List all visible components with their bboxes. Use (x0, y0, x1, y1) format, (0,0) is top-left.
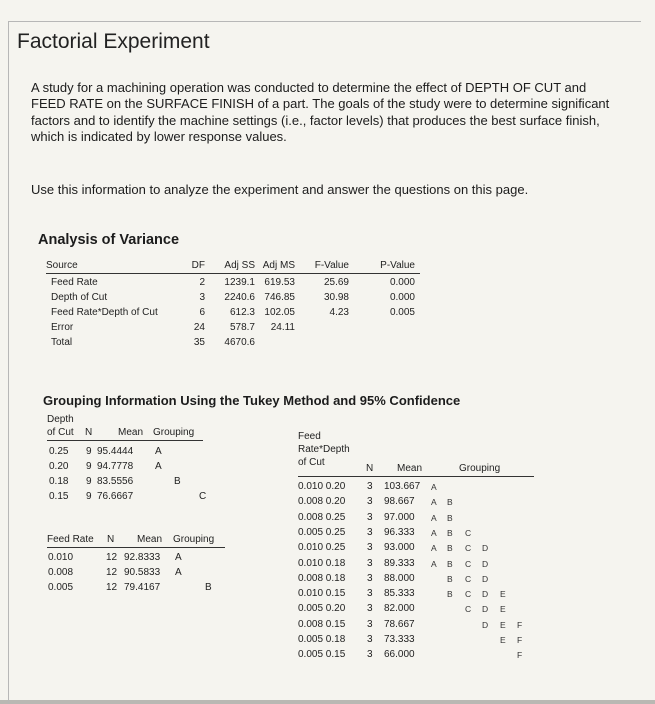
anova-value-cell: 619.53 (264, 277, 295, 288)
depth-group-letter: A (155, 446, 162, 457)
anova-header-rule (46, 273, 420, 274)
depth-mean-cell: 83.5556 (97, 476, 134, 487)
anova-source-cell: Depth of Cut (51, 292, 108, 303)
interaction-group-letter: D (482, 619, 489, 630)
interaction-n-cell: 3 (367, 542, 373, 554)
anova-value-cell: 578.7 (229, 322, 255, 333)
feed-header-mean: Mean (137, 534, 163, 545)
anova-value-cell: 2240.6 (224, 292, 255, 303)
interaction-group-letter: E (500, 604, 506, 615)
feed-group-letter: A (175, 567, 182, 578)
anova-value-cell: 35 (193, 337, 205, 348)
interaction-mean-cell: 89.333 (384, 557, 415, 569)
interaction-group-letter: B (447, 512, 453, 523)
anova-header: F-Value (314, 260, 349, 271)
anova-header: Adj MS (262, 260, 295, 271)
interaction-mean-cell: 66.000 (384, 649, 415, 661)
interaction-group-letter: A (431, 558, 437, 569)
anova-value-cell: 0.000 (389, 292, 415, 303)
feed-mean-cell: 90.5833 (124, 567, 161, 578)
interaction-group-letter: C (465, 604, 472, 615)
feed-header-rule (47, 547, 225, 548)
interaction-header-rule (298, 476, 534, 477)
interaction-group-letter: E (500, 635, 506, 645)
interaction-group-letter: A (431, 482, 437, 492)
interaction-group-letter: A (431, 527, 437, 538)
feed-header-grouping: Grouping (173, 534, 215, 545)
anova-value-cell: 0.005 (389, 307, 415, 318)
interaction-mean-cell: 98.667 (384, 496, 415, 508)
interaction-group-letter: E (500, 589, 506, 600)
interaction-group-letter: F (517, 635, 523, 645)
depth-header-grouping: Grouping (153, 427, 195, 438)
interaction-group-letter: B (447, 558, 453, 569)
feed-level-cell: 0.005 (48, 582, 74, 593)
page-title: Factorial Experiment (17, 30, 210, 53)
anova-value-cell: 3 (199, 292, 205, 303)
feed-header-level: Feed Rate (47, 534, 94, 545)
anova-heading: Analysis of Variance (38, 232, 180, 248)
depth-header-mean: Mean (118, 427, 144, 438)
interaction-header-mean: Mean (397, 463, 423, 474)
interaction-group-letter: D (482, 604, 489, 615)
feed-group-letter: A (175, 552, 182, 563)
interaction-n-cell: 3 (367, 557, 373, 569)
depth-header-top: Depth (47, 414, 74, 425)
interaction-n-cell: 3 (367, 511, 373, 523)
interaction-level-cell: 0.008 0.18 (298, 572, 346, 584)
interaction-header-n: N (366, 463, 374, 474)
interaction-mean-cell: 85.333 (384, 588, 415, 600)
interaction-level-cell: 0.010 0.15 (298, 588, 346, 600)
anova-value-cell: 6 (199, 307, 205, 318)
interaction-level-cell: 0.008 0.15 (298, 618, 346, 630)
interaction-header-grouping: Grouping (459, 463, 501, 474)
anova-value-cell: 25.69 (323, 277, 349, 288)
depth-level-cell: 0.25 (49, 446, 69, 457)
anova-value-cell: 4.23 (329, 307, 349, 318)
depth-level-cell: 0.15 (49, 491, 69, 502)
anova-value-cell: 1239.1 (224, 277, 255, 288)
depth-header-level: of Cut (47, 427, 74, 438)
anova-value-cell: 746.85 (264, 292, 295, 303)
interaction-group-letter: B (447, 497, 453, 508)
feed-level-cell: 0.010 (48, 552, 74, 563)
anova-value-cell: 30.98 (323, 292, 349, 303)
depth-n-cell: 9 (86, 476, 92, 487)
interaction-group-letter: B (447, 527, 453, 538)
anova-value-cell: 102.05 (264, 307, 295, 318)
interaction-group-letter: F (517, 619, 523, 630)
interaction-group-letter: C (465, 589, 472, 600)
anova-header: Adj SS (224, 260, 255, 271)
intro-paragraph: A study for a machining operation was conducted to determine the effect of DEPTH OF CUT and FEED RATE on the SURFACE FINISH of a part. The goals of the study were to determine significant factors and to identify the machine settings (i.e., factor levels) that produces the best surface finish, which is indicated by lower response values. (31, 80, 610, 144)
interaction-group-letter: D (482, 573, 489, 584)
interaction-level-cell: 0.008 0.25 (298, 511, 346, 523)
interaction-n-cell: 3 (367, 481, 373, 492)
interaction-mean-cell: 93.000 (384, 542, 415, 554)
interaction-n-cell: 3 (367, 588, 373, 600)
interaction-level-cell: 0.010 0.25 (298, 542, 346, 554)
depth-group-letter: B (174, 476, 181, 487)
depth-header-rule (47, 440, 203, 441)
interaction-group-letter: C (465, 527, 472, 538)
interaction-group-letter: E (500, 619, 506, 630)
depth-mean-cell: 95.4444 (97, 446, 134, 457)
interaction-level-cell: 0.005 0.20 (298, 603, 346, 615)
interaction-mean-cell: 73.333 (384, 634, 415, 645)
feed-n-cell: 12 (106, 567, 118, 578)
feed-n-cell: 12 (106, 552, 118, 563)
depth-mean-cell: 76.6667 (97, 491, 134, 502)
anova-value-cell: 4670.6 (224, 337, 255, 348)
interaction-level-cell: 0.005 0.25 (298, 526, 346, 538)
depth-level-cell: 0.18 (49, 476, 69, 487)
interaction-n-cell: 3 (367, 526, 373, 538)
interaction-n-cell: 3 (367, 618, 373, 630)
interaction-group-letter: B (447, 573, 453, 584)
anova-value-cell: 0.000 (389, 277, 415, 288)
interaction-mean-cell: 103.667 (384, 481, 421, 492)
feed-level-cell: 0.008 (48, 567, 74, 578)
feed-mean-cell: 79.4167 (124, 582, 161, 593)
depth-n-cell: 9 (86, 446, 92, 457)
interaction-n-cell: 3 (367, 496, 373, 508)
interaction-header-level: of Cut (298, 457, 325, 468)
anova-source-cell: Feed Rate*Depth of Cut (51, 307, 158, 318)
interaction-group-letter: D (482, 558, 489, 569)
interaction-mean-cell: 97.000 (384, 511, 415, 523)
depth-group-letter: C (199, 491, 207, 502)
anova-value-cell: 612.3 (229, 307, 255, 318)
feed-group-letter: B (205, 582, 212, 593)
depth-header-n: N (85, 427, 93, 438)
anova-source-cell: Feed Rate (51, 277, 98, 288)
anova-value-cell: 24.11 (270, 322, 295, 333)
interaction-mean-cell: 88.000 (384, 572, 415, 584)
anova-value-cell: 24 (193, 322, 205, 333)
anova-source-cell: Error (51, 322, 74, 333)
interaction-header-line2: Rate*Depth (298, 444, 350, 455)
depth-mean-cell: 94.7778 (97, 461, 134, 472)
interaction-header-line1: Feed (298, 431, 321, 442)
interaction-group-letter: A (431, 543, 437, 554)
interaction-group-letter: C (465, 558, 472, 569)
anova-value-cell: 2 (199, 277, 205, 288)
interaction-n-cell: 3 (367, 572, 373, 584)
feed-header-n: N (107, 534, 115, 545)
instruction-paragraph: Use this information to analyze the experiment and answer the questions on this page. (31, 182, 529, 197)
interaction-level-cell: 0.010 0.20 (298, 481, 346, 492)
interaction-n-cell: 3 (367, 649, 373, 661)
depth-group-letter: A (155, 461, 162, 472)
interaction-group-letter: A (431, 512, 437, 523)
depth-n-cell: 9 (86, 491, 92, 502)
interaction-group-letter: B (447, 589, 453, 600)
interaction-group-letter: D (482, 543, 489, 554)
interaction-mean-cell: 96.333 (384, 526, 415, 538)
grouping-heading: Grouping Information Using the Tukey Method and 95% Confidence (43, 393, 461, 408)
interaction-group-letter: D (482, 589, 489, 600)
interaction-group-letter: C (465, 543, 472, 554)
interaction-group-letter: B (447, 543, 453, 554)
interaction-level-cell: 0.005 0.15 (298, 649, 346, 661)
depth-n-cell: 9 (86, 461, 92, 472)
interaction-level-cell: 0.005 0.18 (298, 634, 346, 645)
feed-n-cell: 12 (106, 582, 118, 593)
anova-source-cell: Total (51, 337, 73, 348)
interaction-level-cell: 0.010 0.18 (298, 557, 346, 569)
interaction-group-letter: F (517, 650, 523, 661)
anova-header-source: Source (46, 260, 78, 271)
interaction-n-cell: 3 (367, 634, 373, 645)
interaction-mean-cell: 82.000 (384, 603, 415, 615)
interaction-group-letter: A (431, 497, 437, 508)
anova-header: DF (191, 260, 205, 271)
feed-mean-cell: 92.8333 (124, 552, 161, 563)
depth-level-cell: 0.20 (49, 461, 69, 472)
interaction-level-cell: 0.008 0.20 (298, 496, 346, 508)
anova-header: P-Value (380, 260, 415, 271)
interaction-n-cell: 3 (367, 603, 373, 615)
interaction-group-letter: C (465, 573, 472, 584)
interaction-mean-cell: 78.667 (384, 618, 415, 630)
